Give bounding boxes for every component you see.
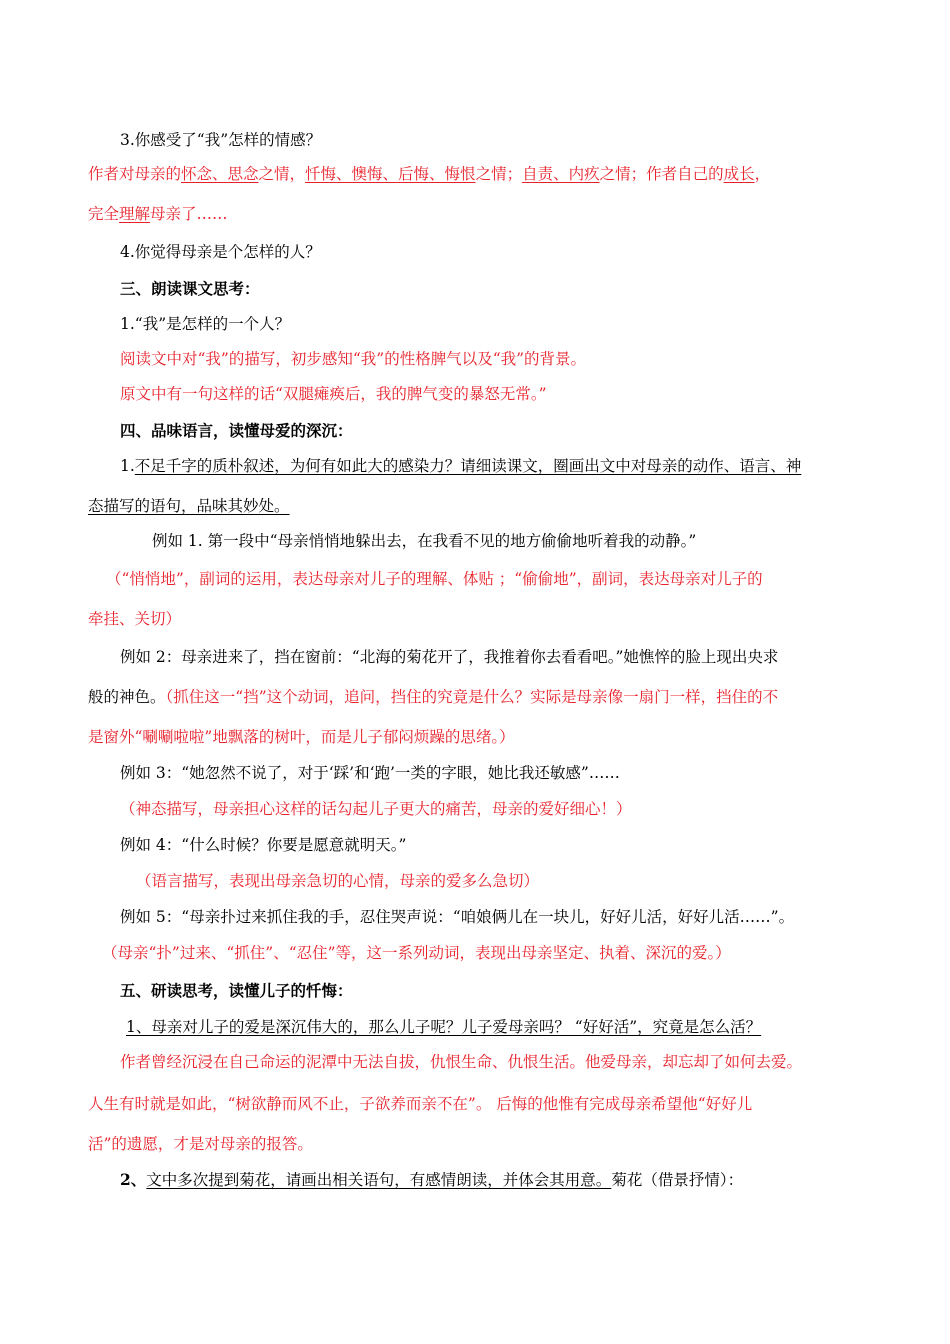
question-3: 3.你感受了“我”怎样的情感？	[120, 131, 322, 149]
section-5-heading: 五、研读思考，读懂儿子的忏悔：	[120, 981, 353, 1000]
example-1: 例如 1. 第一段中“母亲悄悄地躲出去，在我看不见的地方偷偷地听着我的动静。”	[152, 532, 697, 550]
answer-3-line-2: 完全理解母亲了……	[88, 205, 228, 223]
question-4: 4.你觉得母亲是个怎样的人？	[120, 243, 321, 261]
example-4-analysis: （语言描写，表现出母亲急切的心情，母亲的爱多么急切）	[136, 872, 540, 890]
section-5-answer-line-3: 活”的遗愿，才是对母亲的报答。	[88, 1135, 313, 1153]
example-1-analysis-line-2: 牵挂、关切）	[88, 610, 182, 628]
example-5: 例如 5：“母亲扑过来抓住我的手，忍住哭声说：“咱娘俩儿在一块儿，好好儿活，好好儿活……”。	[120, 908, 795, 926]
section-4-question-1-line-1: 1.不足千字的质朴叙述，为何有如此大的感染力？请细读课文，圈画出文中对母亲的动作、语言、神	[120, 457, 802, 475]
answer-3-line-1: 作者对母亲的怀念、思念之情，忏悔、懊悔、后悔、悔恨之情；自责、内疚之情；作者自己的成长，	[88, 165, 771, 183]
example-2-line-2: 般的神色。（抓住这一“挡”这个动词，追问，挡住的究竟是什么？实际是母亲像一扇门一样，挡住的不	[88, 688, 779, 706]
example-1-analysis-line-1: （“悄悄地”，副词的运用，表达母亲对儿子的理解、体贴 ；“偷偷地”，副词，表达母亲对儿子的	[106, 570, 763, 588]
example-2-analysis: 是窗外“唰唰啦啦”地飘落的树叶，而是儿子郁闷烦躁的思绪。）	[88, 728, 515, 746]
example-3: 例如 3：“她忽然不说了，对于‘踩’和‘跑’一类的字眼，她比我还敏感”……	[120, 764, 620, 782]
example-2-line-1: 例如 2：母亲进来了，挡在窗前：“北海的菊花开了，我推着你去看看吧。”她憔悴的脸上现出央求	[120, 648, 779, 666]
section-5-question-2: 2、文中多次提到菊花，请画出相关语句，有感情朗读，并体会其用意。菊花（借景抒情）：	[120, 1170, 744, 1189]
section-3-answer-2: 原文中有一句这样的话“双腿瘫痪后，我的脾气变的暴怒无常。”	[120, 385, 547, 403]
example-5-analysis: （母亲“扑”过来、“抓住”、“忍住”等，这一系列动词，表现出母亲坚定、执着、深沉的爱。）	[102, 944, 731, 962]
section-5-question-1: 1、母亲对儿子的爱是深沉伟大的，那么儿子呢？儿子爱母亲吗？ “好好活”，究竟是怎么活？	[126, 1018, 762, 1036]
section-4-question-1-line-2: 态描写的语句，品味其妙处。	[88, 497, 290, 515]
section-3-heading: 三、朗读课文思考：	[120, 279, 260, 298]
example-4: 例如 4：“什么时候？你要是愿意就明天。”	[120, 836, 407, 854]
example-3-analysis: （神态描写，母亲担心这样的话勾起儿子更大的痛苦，母亲的爱好细心！）	[120, 800, 632, 818]
section-3-question-1: 1.“我”是怎样的一个人？	[120, 315, 291, 333]
section-3-answer-1: 阅读文中对“我”的描写，初步感知“我”的性格脾气以及“我”的背景。	[120, 350, 587, 368]
section-4-heading: 四、品味语言，读懂母爱的深沉：	[120, 421, 353, 440]
section-5-answer-line-2: 人生有时就是如此，“树欲静而风不止，子欲养而亲不在”。 后悔的他惟有完成母亲希望他“好好儿	[88, 1095, 753, 1113]
section-5-answer-line-1: 作者曾经沉浸在自己命运的泥潭中无法自拔，仇恨生命、仇恨生活。他爱母亲，却忘却了如何去爱。	[120, 1053, 803, 1071]
